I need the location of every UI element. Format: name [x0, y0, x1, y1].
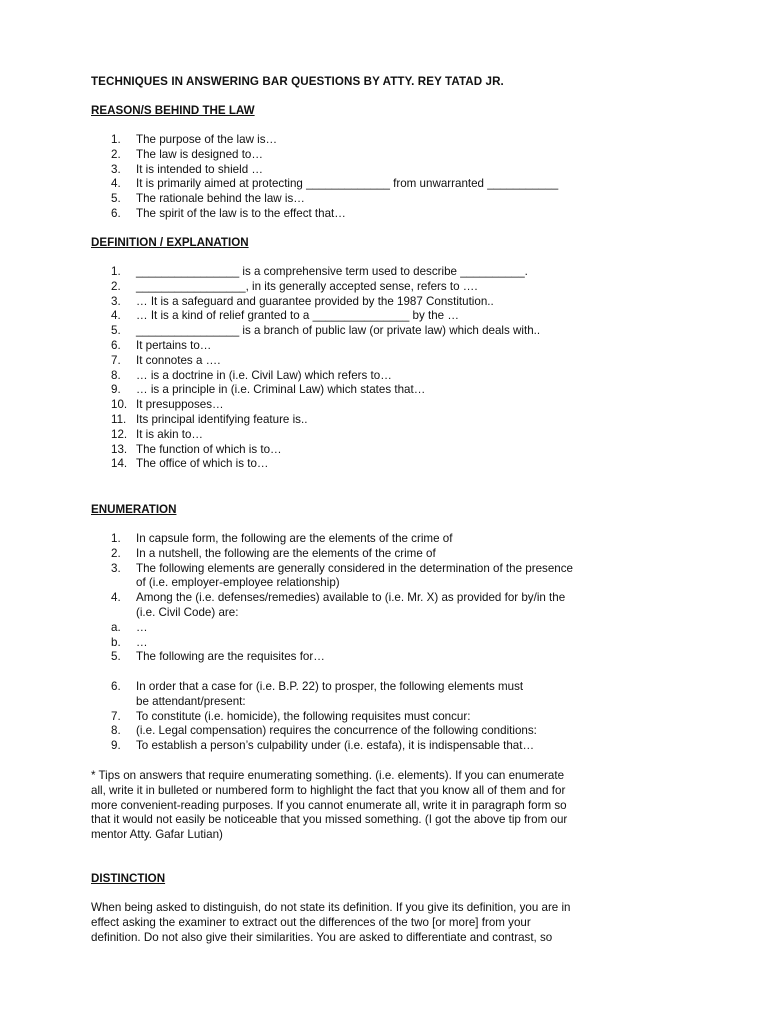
list-item: 7. To constitute (i.e. homicide), the following requisites must concur: [111, 709, 471, 723]
list-item: 13. The function of which is to… [111, 442, 282, 456]
list-item: 4. Among the (i.e. defenses/remedies) available to (i.e. Mr. X) as provided for by/in the (i.e. Civil Code) are: [111, 591, 566, 619]
list-item: 1. The purpose of the law is… [111, 133, 278, 146]
list-item: 9. … is a principle in (i.e. Criminal Law) which states that… [111, 383, 426, 397]
list-item: 11. Its principal identifying feature is.. [111, 412, 308, 426]
list-item: 3. … It is a safeguard and guarantee provided by the 1987 Constitution.. [111, 294, 494, 308]
list-item: 5. ________________ is a branch of public law (or private law) which deals with.. [111, 324, 541, 338]
list-item: 8. … is a doctrine in (i.e. Civil Law) which refers to… [111, 368, 392, 382]
list-item: 6. In order that a case for (i.e. B.P. 22) to prosper, the following elements must be attendant/present: [111, 679, 524, 708]
tips-paragraph [91, 769, 671, 843]
definition-list [111, 265, 691, 472]
tips-line: * Tips on answers that require enumerating something. (i.e. elements). If you can enumerate [91, 769, 565, 782]
list-item: 3. The following elements are generally considered in the determination of the presence of (i.e. employer-employee relationship) [111, 561, 573, 590]
list-item: 9. To establish a person’s culpability under (i.e. estafa), it is indispensable that… [111, 739, 535, 753]
list-item: 10. It presupposes… [111, 398, 224, 412]
list-item: 5. The following are the requisites for… [111, 650, 325, 664]
tips-line: that it would not easily be noticeable that you missed something. (I got the above tip from our [91, 813, 568, 827]
list-item: 8. (i.e. Legal compensation) requires the concurrence of the following conditions: [111, 724, 537, 738]
enumeration-list [111, 532, 691, 754]
distinction-line: When being asked to distinguish, do not state its definition. If you give its definition, you are in [91, 901, 571, 914]
list-item: 3. It is intended to shield … [111, 162, 263, 176]
spacer [111, 665, 691, 680]
list-item: 1. ________________ is a comprehensive term used to describe __________. [111, 265, 528, 278]
list-item: 5. The rationale behind the law is… [111, 192, 305, 206]
list-item: 6. It pertains to… [111, 338, 212, 352]
distinction-paragraph [91, 901, 671, 945]
list-item: 6. The spirit of the law is to the effect that… [111, 206, 346, 220]
distinction-line: effect asking the examiner to extract out the differences of the two [or more] from your [91, 915, 531, 929]
list-item: 2. _________________, in its generally accepted sense, refers to …. [111, 279, 478, 293]
sub-list-item: b. … [111, 635, 148, 649]
enumeration-heading: ENUMERATION [91, 503, 177, 516]
list-item: 12. It is akin to… [111, 427, 204, 441]
document-title: TECHNIQUES IN ANSWERING BAR QUESTIONS BY ATTY. REY TATAD JR. [91, 75, 504, 88]
distinction-heading: DISTINCTION [91, 872, 166, 885]
tips-line: mentor Atty. Gafar Lutian) [91, 828, 223, 842]
reasons-list [111, 133, 691, 222]
list-item: 2. In a nutshell, the following are the elements of the crime of [111, 546, 436, 560]
reasons-heading: REASON/S BEHIND THE LAW [91, 104, 255, 117]
definition-heading: DEFINITION / EXPLANATION [91, 236, 249, 249]
list-item: 7. It connotes a …. [111, 353, 221, 367]
tips-line: more convenient-reading purposes. If you cannot enumerate all, write it in paragraph form so [91, 798, 567, 812]
list-item: 4. … It is a kind of relief granted to a _______________ by the … [111, 309, 459, 323]
tips-line: all, write it in bulleted or numbered form to highlight the fact that you know all of them and for [91, 783, 566, 797]
list-item: 2. The law is designed to… [111, 147, 263, 161]
list-item: 1. In capsule form, the following are the elements of the crime of [111, 532, 453, 545]
list-item: 14. The office of which is to… [111, 457, 269, 471]
sub-list-item: a. … [111, 620, 148, 634]
list-item: 4. It is primarily aimed at protecting _____________ from unwarranted ___________ [111, 177, 559, 191]
distinction-line: definition. Do not also give their similarities. You are asked to differentiate and contrast, so [91, 930, 553, 944]
